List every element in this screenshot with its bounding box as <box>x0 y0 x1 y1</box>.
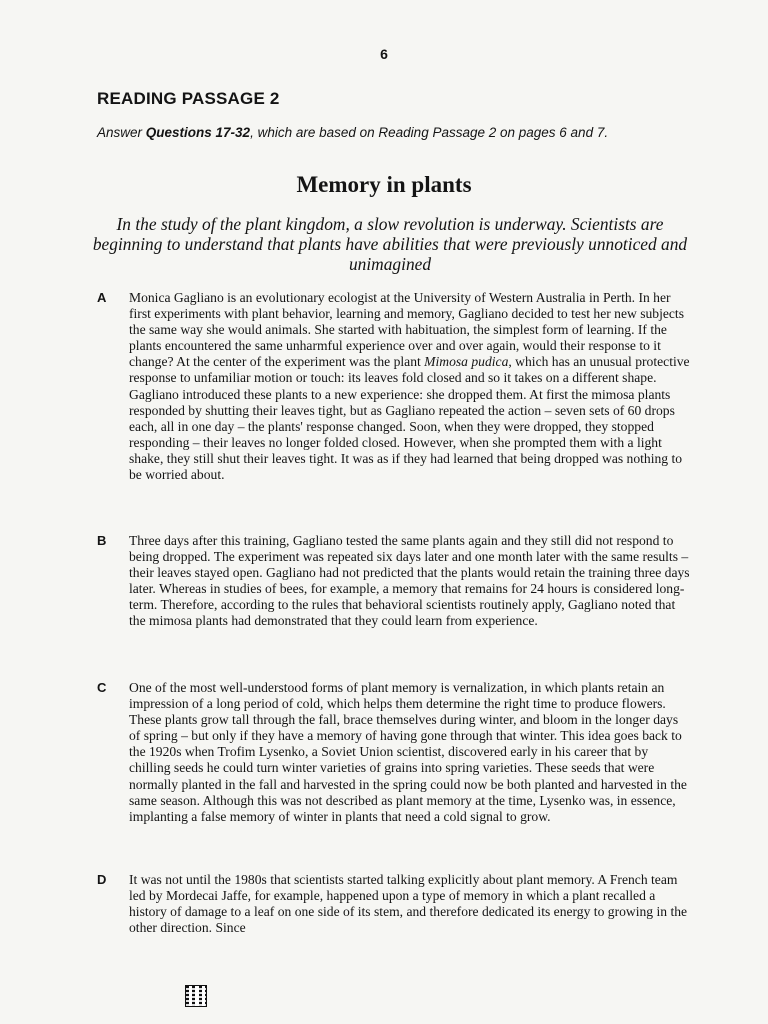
paragraph-text: It was not until the 1980s that scientists started talking explicitly about plant memory. A French team led by Mordecai Jaffe, for example, happened upon a type of memory in which a plant recalled a history of damage to a leaf on one side of its stem, and therefore dedicated its energy to growing in the other direction. Since <box>129 872 688 936</box>
article-subtitle: In the study of the plant kingdom, a slow revolution is underway. Scientists are beginning to understand that plants have abilities that were previously unnoticed and unimagined <box>92 214 688 274</box>
species-name: Mimosa pudica <box>424 354 509 370</box>
paragraph-text-part: Monica Gagliano is an evolutionary ecologist at the University of Western Australia in Perth. In her first experiments with plant behavior, learning and memory, Gagliano decided to test her new subjects the same way she would animals. She started with habituation, the simplest form of learning. If the plants encountered the same unharmful experience over and over again, would their response to it change? At the center of the experiment was the plant <box>129 290 684 370</box>
instructions-suffix: , which are based on Reading Passage 2 on pages 6 and 7. <box>250 125 609 140</box>
paragraph-text: One of the most well-understood forms of plant memory is vernalization, in which plants retain an impression of a long period of cold, which helps them determine the right time to produce flowers. These plants grow tall through the fall, brace themselves during winter, and bloom in the longer days of spring – but only if they have a memory of having gone through that winter. This idea goes back to the 1920s when Trofim Lysenko, a Soviet Union scientist, discovered early in his career that by chilling seeds he could turn winter varieties of grains into spring varieties. These seeds that were normally planted in the fall and harvested in the spring could now be both planted and harvested in the same season. Although this was not described as plant memory at the time, Lysenko was, in essence, implanting a false memory of winter in plants that need a cold signal to grow. <box>129 680 687 824</box>
paragraph-text <box>129 290 691 483</box>
qr-code-icon <box>185 985 207 1007</box>
paragraph-letter: A <box>97 290 107 305</box>
paragraph-letter: C <box>97 680 107 695</box>
paragraph-letter: D <box>97 872 107 887</box>
page-number: 6 <box>380 46 388 62</box>
instructions-prefix: Answer <box>97 125 146 140</box>
instructions-questions: Questions 17-32 <box>145 125 251 140</box>
paragraph-text-part: , which has an unusual protective response to unfamiliar motion or touch: its leaves fold closed and so it takes on a different shape. Gagliano introduced these plants to a new experience: she dropped them. At first the mimosa plants responded by shutting their leaves tight, but as Gagliano repeated the action – seven sets of 60 drops each, all in one day – the plants' response changed. Soon, when they were dropped, they stopped responding – their leaves no longer folded closed. However, when she prompted them with a light shake, they still shut their leaves tight. It was as if they had learned that being dropped was nothing to be worried about. <box>129 354 690 483</box>
passage-heading: READING PASSAGE 2 <box>97 89 280 108</box>
article-title: Memory in plants <box>296 172 472 197</box>
paragraph-text: Three days after this training, Gagliano tested the same plants again and they still did not respond to being dropped. The experiment was repeated six days later and one month later with the same results – their leaves stayed open. Gagliano had not predicted that the plants would retain the training three days later. Whereas in studies of bees, for example, a memory that remains for 24 hours is considered long-term. Therefore, according to the rules that behavioral scientists routinely apply, Gagliano noted that the mimosa plants had demonstrated that they could learn from experience. <box>129 533 690 629</box>
instructions <box>97 125 697 140</box>
paragraph-letter: B <box>97 533 107 548</box>
